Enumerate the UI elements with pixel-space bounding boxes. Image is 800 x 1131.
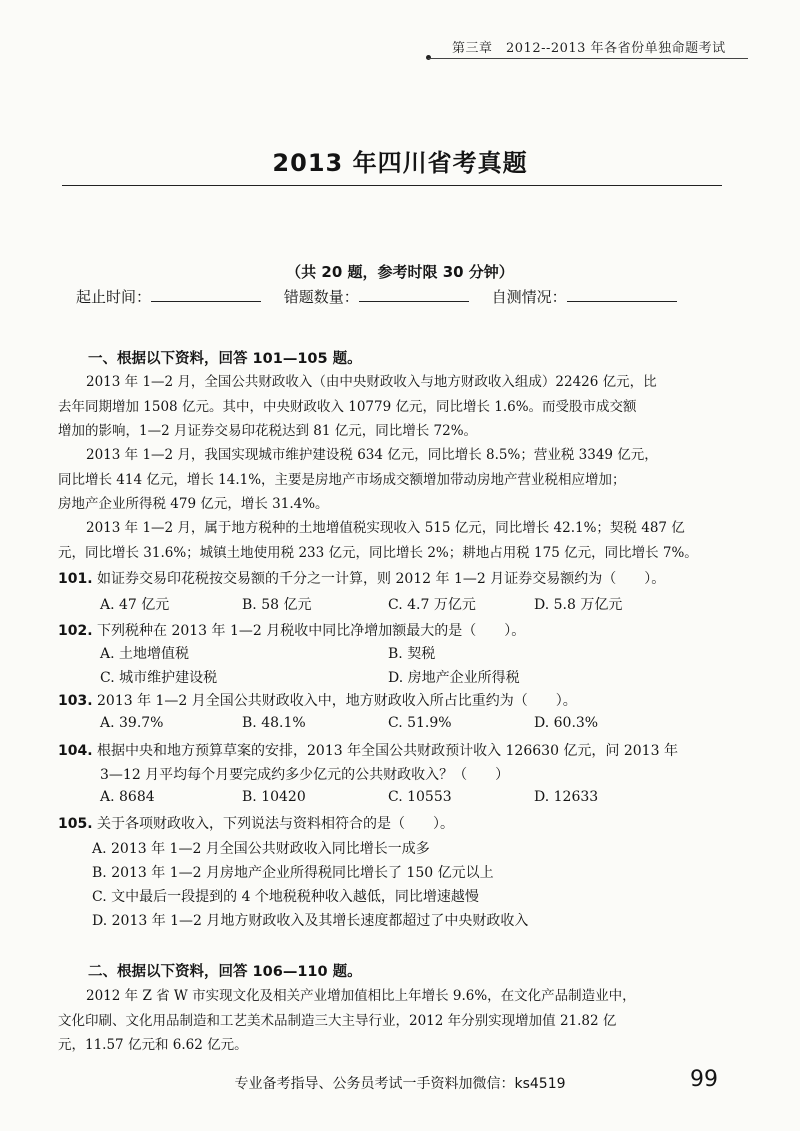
option-c[interactable]: C. 4.7 万亿元	[388, 597, 476, 613]
option-c[interactable]: C. 城市维护建设税	[100, 670, 218, 686]
field-label: 自测情况：	[491, 288, 567, 306]
text-line: 2013 年 1—2 月，属于地方税种的土地增值税实现收入 515 亿元，同比增长 42.1%；契税 487 亿	[86, 520, 685, 536]
option-a[interactable]: A. 8684	[100, 789, 155, 805]
option-c[interactable]: C. 10553	[388, 789, 452, 805]
text-line: 文化印刷、文化用品制造和工艺美术品制造三大主导行业，2012 年分别实现增加值 21.82 亿	[58, 1012, 617, 1029]
field-error-count	[284, 286, 469, 307]
options-103	[100, 715, 740, 735]
text-line: 元，同比增长 31.6%；城镇土地使用税 233 亿元，同比增长 2%；耕地占用税 175 亿元，同比增长 7%。	[58, 544, 698, 561]
question-105	[58, 813, 454, 833]
question-number: 102.	[58, 623, 93, 639]
exam-info: （共 20 题，参考时限 30 分钟）	[286, 263, 514, 281]
field-start-time	[76, 286, 261, 307]
options-104	[100, 789, 740, 809]
page-title: 2013 年四川省考真题	[272, 149, 528, 177]
text-line: 2012 年 Z 省 W 市实现文化及相关产业增加值相比上年增长 9.6%，在文化产品制造业中，	[86, 988, 636, 1004]
option-a[interactable]: A. 土地增值税	[100, 646, 190, 662]
text-line: 元，11.57 亿元和 6.62 亿元。	[58, 1037, 248, 1053]
text-line: 2013 年 1—2 月，我国实现城市维护建设税 634 亿元，同比增长 8.5%；营业税 3349 亿元，	[86, 447, 658, 463]
text-line: 去年同期增加 1508 亿元。其中，中央财政收入 10779 亿元，同比增长 1.6%。而受股市成交额	[58, 398, 637, 415]
material-paragraph-2	[58, 443, 658, 517]
option-a[interactable]: A. 39.7%	[100, 715, 164, 731]
option-b[interactable]: B. 10420	[242, 789, 306, 805]
question-number: 105.	[58, 816, 93, 832]
question-104	[58, 740, 678, 760]
question-number: 103.	[58, 693, 93, 709]
blank-line[interactable]	[359, 287, 469, 302]
option-b[interactable]: B. 58 亿元	[242, 597, 312, 613]
blank-line[interactable]	[567, 287, 677, 302]
option-c[interactable]: C. 文中最后一段提到的 4 个地税税种收入越低，同比增速越慢	[92, 889, 479, 905]
options-105	[92, 838, 752, 938]
option-d[interactable]: D. 12633	[534, 789, 599, 805]
option-d[interactable]: D. 5.8 万亿元	[534, 597, 623, 613]
text-line: 同比增长 414 亿元，增长 14.1%，主要是房地产市场成交额增加带动房地产营业税相应增加；	[58, 471, 626, 488]
title-rule	[62, 185, 722, 186]
option-d[interactable]: D. 房地产企业所得税	[388, 670, 520, 686]
question-stem: 如证券交易印花税按交易额的千分之一计算，则 2012 年 1—2 月证券交易额约为（ ）。	[97, 571, 666, 587]
question-102	[58, 620, 525, 640]
question-101	[58, 568, 665, 588]
text-line: 增加的影响，1—2 月证券交易印花税达到 81 亿元，同比增长 72%。	[58, 423, 478, 439]
page-number: 99	[690, 1067, 718, 1092]
footer-note: 专业备考指导、公务员考试一手资料加微信：ks4519	[234, 1076, 566, 1092]
material-paragraph-3	[58, 516, 698, 565]
option-b[interactable]: B. 契税	[388, 646, 436, 662]
question-number: 104.	[58, 743, 93, 759]
question-stem: 根据中央和地方预算草案的安排，2013 年全国公共财政预计收入 126630 亿元，问 2013 年	[97, 743, 678, 759]
text-line: 2013 年 1—2 月，全国公共财政收入（由中央财政收入与地方财政收入组成）22426 亿元，比	[86, 374, 657, 390]
field-label: 错题数量：	[283, 288, 359, 306]
material-paragraph-4	[58, 984, 636, 1058]
material-paragraph-1	[58, 370, 657, 444]
option-d[interactable]: D. 60.3%	[534, 715, 599, 731]
option-a[interactable]: A. 2013 年 1—2 月全国公共财政收入同比增长一成多	[92, 841, 430, 857]
self-check-fields	[76, 286, 695, 307]
field-self-assessment	[492, 286, 677, 307]
field-label: 起止时间：	[76, 288, 152, 306]
question-103	[58, 690, 577, 710]
question-stem: 关于各项财政收入，下列说法与资料相符合的是（ ）。	[97, 816, 454, 832]
running-head-rule	[428, 58, 748, 59]
question-number: 101.	[58, 571, 93, 587]
blank-line[interactable]	[151, 287, 261, 302]
section-heading-1: 一、根据以下资料，回答 101—105 题。	[88, 351, 362, 367]
text-line: 房地产企业所得税 479 亿元，增长 31.4%。	[58, 496, 329, 512]
option-a[interactable]: A. 47 亿元	[100, 597, 170, 613]
question-stem: 2013 年 1—2 月全国公共财政收入中，地方财政收入所占比重约为（ ）。	[97, 693, 577, 709]
option-c[interactable]: C. 51.9%	[388, 715, 452, 731]
option-b[interactable]: B. 48.1%	[242, 715, 306, 731]
running-head: 第三章 2012--2013 年各省份单独命题考试	[452, 41, 726, 56]
question-stem: 下列税种在 2013 年 1—2 月税收中同比净增加额最大的是（ ）。	[97, 623, 526, 639]
section-heading-2: 二、根据以下资料，回答 106—110 题。	[88, 964, 362, 980]
option-b[interactable]: B. 2013 年 1—2 月房地产企业所得税同比增长了 150 亿元以上	[92, 865, 494, 881]
options-102	[100, 643, 740, 691]
options-101	[100, 594, 740, 614]
question-104-continued: 3—12 月平均每个月要完成约多少亿元的公共财政收入？（ ）	[100, 767, 510, 783]
option-d[interactable]: D. 2013 年 1—2 月地方财政收入及其增长速度都超过了中央财政收入	[92, 913, 529, 929]
